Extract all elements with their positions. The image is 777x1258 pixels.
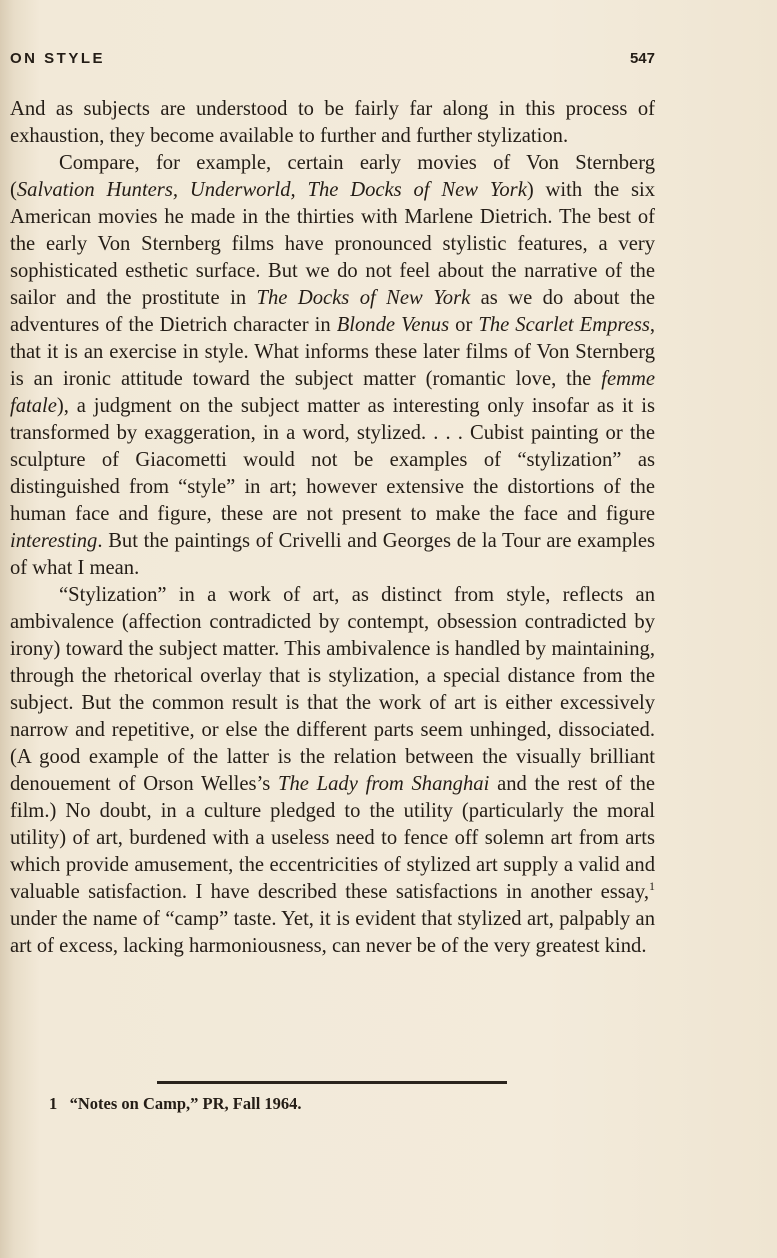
text-run: . But the paintings of Crivelli and Georges de la Tour are examples of what I mean.: [10, 530, 655, 579]
film-title: The Scarlet Empress: [478, 314, 650, 336]
film-titles: Salvation Hunters, Underworld, The Docks of New York: [16, 179, 527, 201]
italic-term: interesting: [10, 530, 98, 552]
italic-term: femme fatale: [10, 368, 655, 417]
footnote: [49, 1092, 649, 1116]
paragraph-1: And as subjects are understood to be fairly far along in this process of exhaustion, they become available to further and further stylization.: [10, 98, 655, 147]
text-run: or: [449, 314, 479, 336]
film-title: The Lady from Shanghai: [278, 773, 490, 795]
page-number: 547: [629, 50, 655, 67]
paragraph-2: [10, 150, 655, 582]
text-run: under the name of “camp” taste. Yet, it is evident that stylized art, palpably an art of excess, lacking harmoniousness, can never be of the very greatest kind.: [10, 908, 655, 957]
footnote-reference[interactable]: 1: [649, 879, 655, 894]
film-title: The Docks of New York: [256, 287, 471, 309]
text-run: as we do about the adventures of the Dietrich character in: [10, 287, 655, 336]
paragraph-3: [10, 582, 655, 960]
chapter-title: ON STYLE: [10, 50, 106, 67]
running-head: [10, 50, 655, 67]
text-run: “Stylization” in a work of art, as distinct from style, reflects an ambivalence (affection contradicted by contempt, obsession contradicted by irony) toward the subject matter. This ambivalence is handled by maintaining, through the rhetorical overlay that is stylization, a special distance from the subject. But the common result is that the work of art is either excessively narrow and repetitive, or else the different parts seem unhinged, dissociated. (A good example of the latter is the relation between the visually brilliant denouement of Orson Welles’s: [10, 584, 655, 795]
text-run: ), a judgment on the subject matter as interesting only insofar as it is transformed by exaggeration, in a word, stylized. . . . Cubist painting or the sculpture of Giacometti would not be examples of “stylization” as distinguished from “style” in art; however extensive the distortions of the human face and figure, these are not present to make the face and figure: [10, 395, 655, 525]
footnote-marker: 1: [49, 1094, 58, 1113]
text-run: and the rest of the film.) No doubt, in a culture pledged to the utility (particularly the moral utility) of art, burdened with a useless need to fence off solemn art from arts which provide amusement, the eccentricities of stylized art supply a valid and valuable satisfaction. I have described these satisfactions in another essay,: [10, 773, 656, 903]
footnote-text: “Notes on Camp,” PR, Fall 1964.: [69, 1094, 302, 1113]
text-run: ) with the six American movies he made in the thirties with Marlene Dietrich. The best of the early Von Sternberg films have pronounced stylistic features, a very sophisticated esthetic surface. But we do not feel about the narrative of the sailor and the prostitute in: [10, 179, 656, 309]
film-title: Blonde Venus: [336, 314, 450, 336]
body-text: [10, 96, 655, 960]
text-run: , that it is an exercise in style. What informs these later films of Von Sternberg is an ironic attitude toward the subject matter (romantic love, the: [10, 314, 656, 390]
footnote-rule: [157, 1081, 507, 1084]
text-run: Compare, for example, certain early movies of Von Sternberg (: [10, 152, 655, 201]
